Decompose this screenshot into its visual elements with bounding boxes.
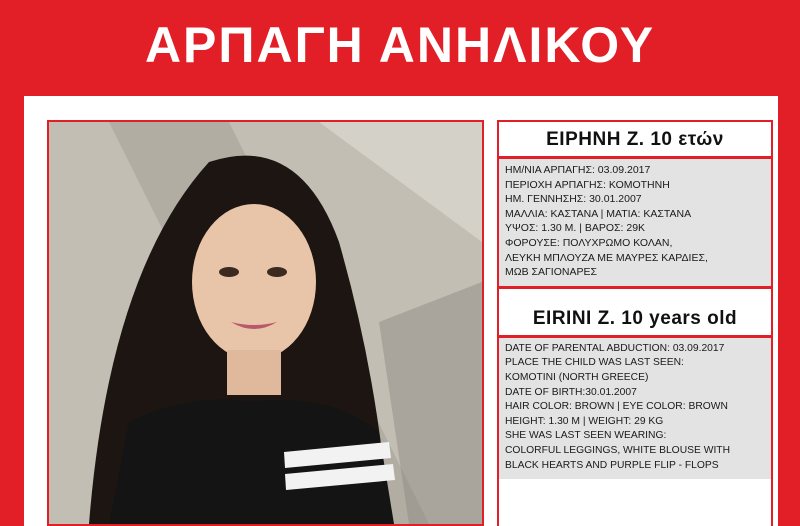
english-clothing-1: COLORFUL LEGGINGS, WHITE BLOUSE WITH — [505, 444, 731, 456]
greek-details — [499, 159, 771, 286]
child-photo-image — [49, 122, 482, 524]
english-name-heading: EIRINI Z. 10 years old — [532, 307, 738, 329]
english-last-seen-label: PLACE THE CHILD WAS LAST SEEN: — [505, 357, 684, 369]
english-last-seen-place: KOMOTINI (NORTH GREECE) — [505, 371, 649, 383]
greek-name-heading: ΕΙΡΗΝΗ Ζ. 10 ετών — [546, 129, 724, 150]
page-title: ΑΡΠΑΓΗ ΑΝΗΛΙΚΟΥ — [144, 17, 656, 73]
section-separator — [499, 286, 771, 305]
header-banner — [0, 0, 800, 96]
info-panel — [497, 120, 773, 526]
child-photo — [47, 120, 484, 526]
english-hair-eyes: HAIR COLOR: BROWN | EYE COLOR: BROWN — [505, 401, 728, 413]
english-details — [499, 338, 771, 479]
english-birth-date: DATE OF BIRTH:30.01.2007 — [505, 386, 637, 398]
greek-clothing-1: ΦΟΡΟΥΣΕ: ΠΟΛΥΧΡΩΜΟ ΚΟΛΑΝ, — [505, 236, 673, 249]
greek-height-weight: ΥΨΟΣ: 1.30 Μ. | ΒΑΡΟΣ: 29Κ — [505, 222, 646, 235]
english-height-weight: HEIGHT: 1.30 M | WEIGHT: 29 KG — [505, 415, 664, 427]
greek-abduction-date: ΗΜ/ΝΙΑ ΑΡΠΑΓΗΣ: 03.09.2017 — [505, 164, 651, 176]
greek-abduction-area: ΠΕΡΙΟΧΗ ΑΡΠΑΓΗΣ: ΚΟΜΟΤΗΝΗ — [505, 178, 670, 191]
english-clothing-2: BLACK HEARTS AND PURPLE FLIP - FLOPS — [505, 459, 719, 471]
greek-clothing-3: ΜΩΒ ΣΑΓΙΟΝΑΡΕΣ — [505, 266, 597, 279]
greek-hair-eyes: ΜΑΛΛΙΑ: ΚΑΣΤΑΝΑ | ΜΑΤΙΑ: ΚΑΣΤΑΝΑ — [505, 207, 692, 220]
greek-clothing-2: ΛΕΥΚΗ ΜΠΛΟΥΖΑ ΜΕ ΜΑΥΡΕΣ ΚΑΡΔΙΕΣ, — [505, 251, 708, 264]
greek-birth-date: ΗΜ. ΓΕΝΝΗΣΗΣ: 30.01.2007 — [505, 193, 642, 206]
english-wearing-label: SHE WAS LAST SEEN WEARING: — [505, 430, 667, 442]
english-abduction-date: DATE OF PARENTAL ABDUCTION: 03.09.2017 — [505, 342, 725, 354]
